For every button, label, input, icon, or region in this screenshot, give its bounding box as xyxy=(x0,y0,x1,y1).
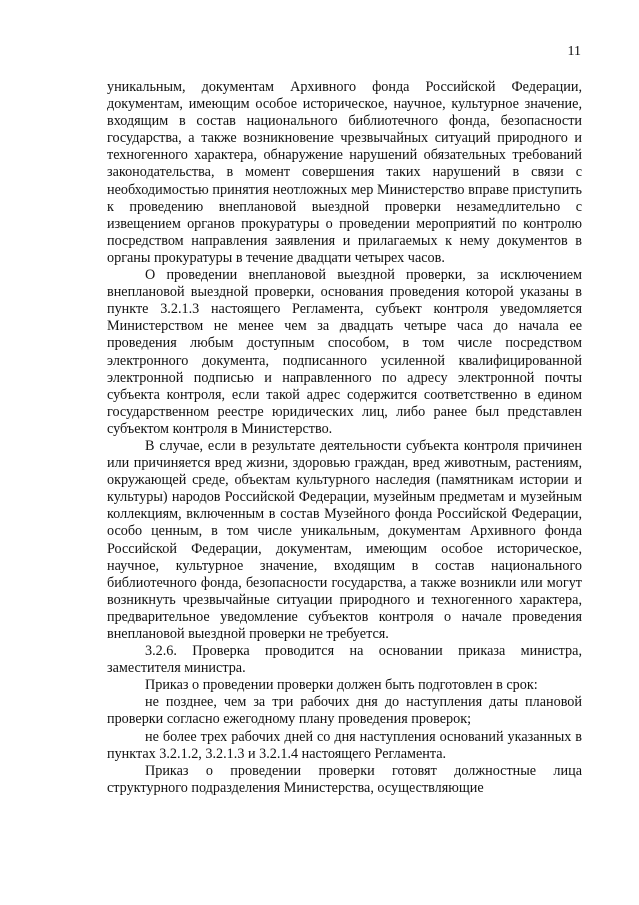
paragraph-5: Приказ о проведении проверки должен быть подготовлен в срок: xyxy=(145,677,538,694)
paragraph-7: не более трех рабочих дней со дня наступления оснований указанных в пунктах 3.2.1.2, 3.2.1.3 и 3.2.1.4 настоящего Регламента. xyxy=(107,728,582,762)
page-number: 11 xyxy=(567,44,581,59)
document-body xyxy=(107,79,582,797)
paragraph-8: Приказ о проведении проверки готовят должностные лица структурного подразделения Министерства, осуществляющие xyxy=(107,762,582,796)
paragraph-4: 3.2.6. Проверка проводится на основании приказа министра, заместителя министра. xyxy=(107,643,582,677)
paragraph-1: уникальным, документам Архивного фонда Российской Федерации, документам, имеющим особое историческое, научное, культурное значение, входящим в состав национального библиотечного фонда, безопасности государства, а также возникновение чрезвычайных ситуаций природного и техногенного характера, обнаружение нарушений обязательных требований законодательства, в момент совершения таких нарушений в связи с необходимостью принятия неотложных мер Министерство вправе приступить к проведению внеплановой выездной проверки незамедлительно с извещением органов прокуратуры о проведении мероприятий по контролю посредством направления заявления и прилагаемых к нему документов в органы прокуратуры в течение двадцати четырех часов. xyxy=(107,79,582,266)
paragraph-6: не позднее, чем за три рабочих дня до наступления даты плановой проверки согласно ежегодному плану проведения проверок; xyxy=(107,694,582,728)
paragraph-3: В случае, если в результате деятельности субъекта контроля причинен или причиняется вред жизни, здоровью граждан, вред животным, растениям, окружающей среде, объектам культурного наследия (памятникам истории и культуры) народов Российской Федерации, музейным предметам и музейным коллекциям, включенным в состав Музейного фонда Российской Федерации, особо ценным, в том числе уникальным, документам Архивного фонда Российской Федерации, документам, имеющим особое историческое, научное, культурное значение, входящим в состав национального библиотечного фонда, безопасности государства, а также возникли или могут возникнуть чрезвычайные ситуации природного и техногенного характера, предварительное уведомление субъектов контроля о начале проведения внеплановой выездной проверки не требуется. xyxy=(107,437,582,642)
paragraph-2: О проведении внеплановой выездной проверки, за исключением внеплановой выездной проверки, основания проведения которой указаны в пункте 3.2.1.3 настоящего Регламента, субъект контроля уведомляется Министерством не менее чем за двадцать четыре часа до начала ее проведения любым доступным способом, в том числе посредством электронного документа, подписанного усиленной квалифицированной электронной подписью и направленного по адресу электронной почты субъекта контроля, если такой адрес содержится соответственно в едином государственном реестре юридических лиц, либо ранее был представлен субъектом контроля в Министерство. xyxy=(107,267,582,437)
